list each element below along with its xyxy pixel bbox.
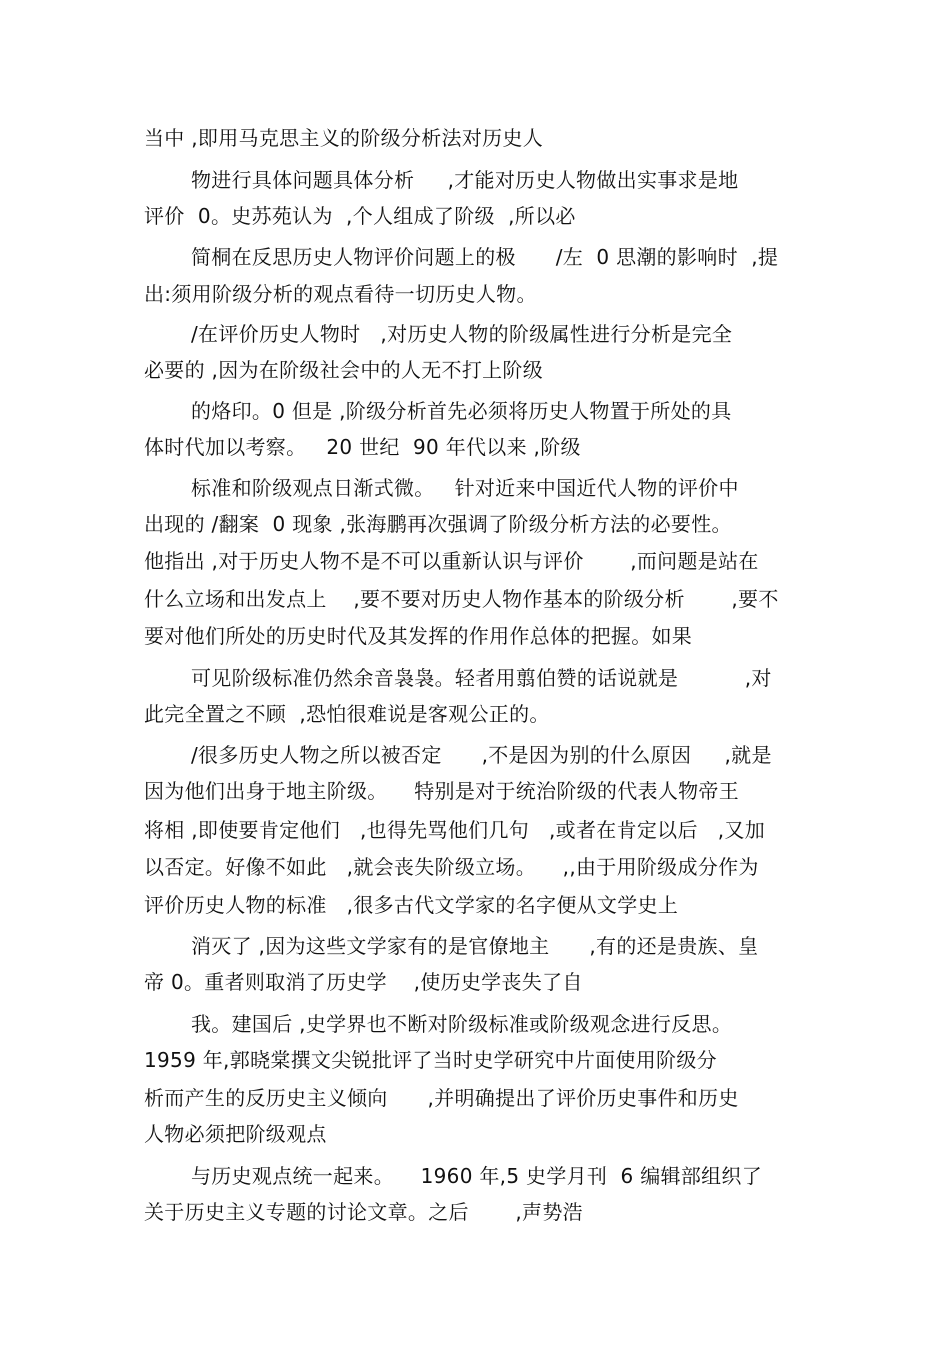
text-line: 与历史观点统一起来。 1960 年,5 史学月刊 6 编辑部组织了	[191, 1164, 763, 1188]
text-line: /很多历史人物之所以被否定 ,不是因为别的什么原因 ,就是	[191, 743, 772, 767]
text-line: 什么立场和出发点上 ,要不要对历史人物作基本的阶级分析 ,要不	[144, 587, 779, 611]
text-line: 可见阶级标准仍然余音袅袅。轻者用翦伯赞的话说就是 ,对	[191, 666, 772, 690]
text-line: 当中 ,即用马克思主义的阶级分析法对历史人	[144, 126, 544, 150]
text-line: 1959 年,郭晓棠撰文尖锐批评了当时史学研究中片面使用阶级分	[144, 1048, 717, 1072]
text-line: 标准和阶级观点日渐式微。 针对近来中国近代人物的评价中	[191, 476, 739, 500]
text-line: 他指出 ,对于历史人物不是不可以重新认识与评价 ,而问题是站在	[144, 549, 759, 573]
text-line: 必要的 ,因为在阶级社会中的人无不打上阶级	[144, 358, 544, 382]
text-line: 出:须用阶级分析的观点看待一切历史人物。	[144, 282, 537, 306]
text-line: 因为他们出身于地主阶级。 特别是对于统治阶级的代表人物帝王	[144, 779, 740, 803]
text-line: 消灭了 ,因为这些文学家有的是官僚地主 ,有的还是贵族、皇	[191, 934, 759, 958]
text-line: 此完全置之不顾 ,恐怕很难说是客观公正的。	[144, 702, 550, 726]
text-line: 帝 0。重者则取消了历史学 ,使历史学丧失了自	[144, 970, 583, 994]
text-line: 关于历史主义专题的讨论文章。之后 ,声势浩	[144, 1200, 583, 1224]
text-line: 的烙印。0 但是 ,阶级分析首先必须将历史人物置于所处的具	[191, 399, 732, 423]
text-line: 要对他们所处的历史时代及其发挥的作用作总体的把握。如果	[144, 624, 693, 648]
text-line: 以否定。好像不如此 ,就会丧失阶级立场。 ,,由于用阶级成分作为	[144, 855, 759, 879]
text-line: 评价历史人物的标准 ,很多古代文学家的名字便从文学史上	[144, 893, 679, 917]
text-line: 出现的 /翻案 0 现象 ,张海鹏再次强调了阶级分析方法的必要性。	[144, 512, 732, 536]
text-line: 我。建国后 ,史学界也不断对阶级标准或阶级观念进行反思。	[191, 1012, 733, 1036]
text-line: 物进行具体问题具体分析 ,才能对历史人物做出实事求是地	[191, 168, 739, 192]
text-line: 析而产生的反历史主义倾向 ,并明确提出了评价历史事件和历史	[144, 1086, 739, 1110]
text-line: 简桐在反思历史人物评价问题上的极 /左 0 思潮的影响时 ,提	[191, 245, 779, 269]
text-line: /在评价历史人物时 ,对历史人物的阶级属性进行分析是完全	[191, 322, 733, 346]
text-line: 体时代加以考察。 20 世纪 90 年代以来 ,阶级	[144, 435, 581, 459]
text-line: 人物必须把阶级观点	[144, 1122, 327, 1146]
text-line: 将相 ,即使要肯定他们 ,也得先骂他们几句 ,或者在肯定以后 ,又加	[144, 818, 766, 842]
text-line: 评价 0。史苏苑认为 ,个人组成了阶级 ,所以必	[144, 204, 576, 228]
